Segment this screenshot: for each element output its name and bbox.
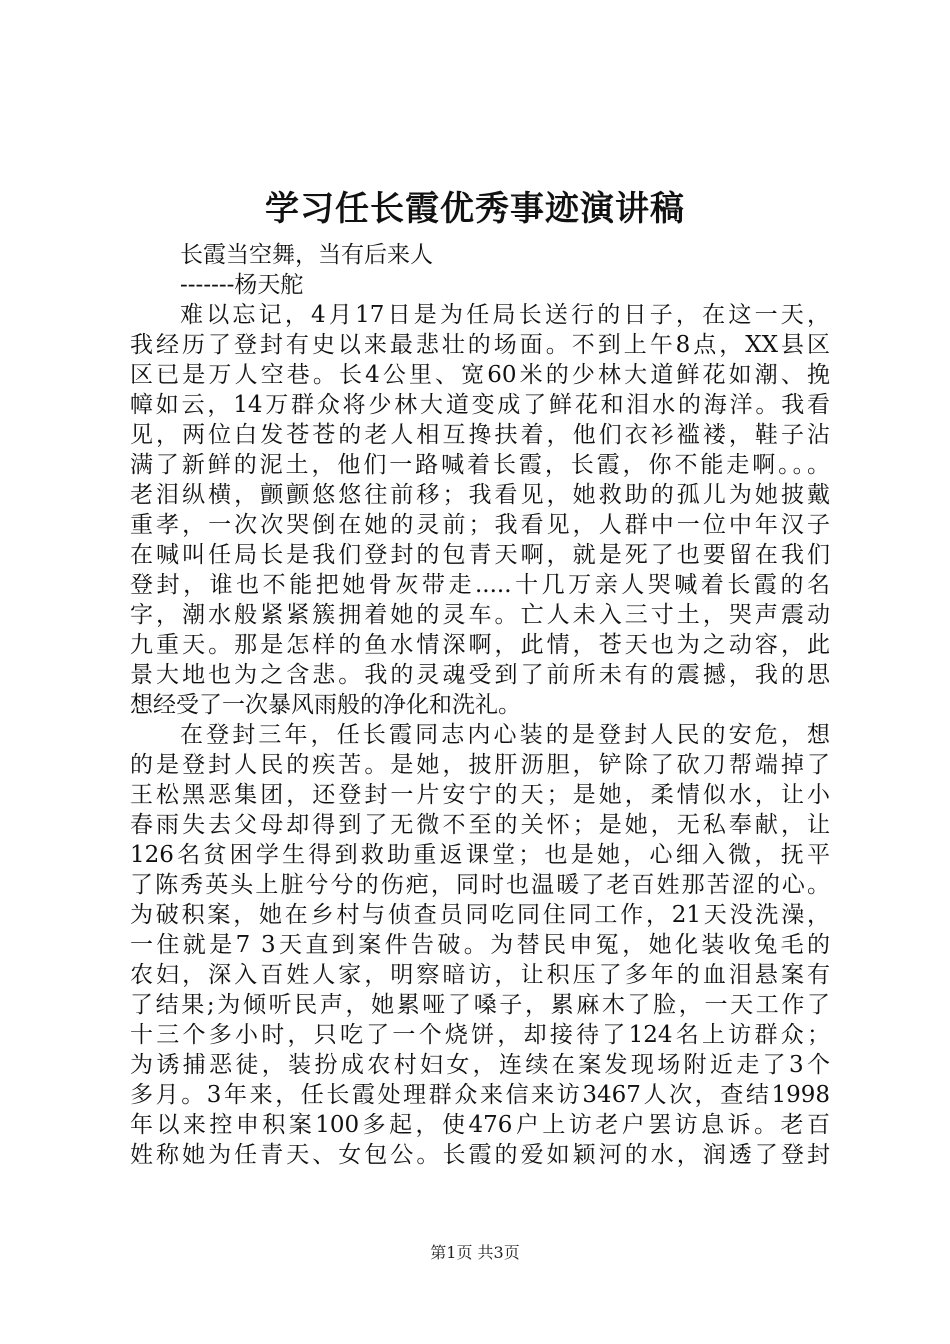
text-line: 想经受了一次暴风雨般的净化和洗礼。 — [130, 692, 521, 718]
text-line: 王松黑恶集团，还登封一片安宁的天；是她，柔情似水，让小 — [130, 782, 830, 808]
text-line: 满了新鲜的泥土，他们一路喊着长霞，长霞，你不能走啊。。。 — [130, 452, 830, 478]
text-line: 年以来控申积案100多起，使476户上访老户罢访息诉。老百 — [130, 1112, 830, 1138]
text-line: -------杨天舵 — [180, 272, 304, 298]
text-line: 十三个多小时，只吃了一个烧饼，却接待了124名上访群众； — [130, 1022, 830, 1048]
text-line: 登封，谁也不能把她骨灰带走.....十几万亲人哭喊着长霞的名 — [130, 572, 830, 598]
text-line: 九重天。那是怎样的鱼水情深啊，此情，苍天也为之动容，此 — [130, 632, 830, 658]
document-body — [130, 240, 830, 1170]
text-line: 长霞当空舞，当有后来人 — [180, 242, 433, 268]
text-line: 难以忘记，4月17日是为任局长送行的日子，在这一天， — [180, 302, 830, 328]
text-line: 了结果;为倾听民声，她累哑了嗓子，累麻木了脸，一天工作了 — [130, 992, 830, 1018]
text-line: 见，两位白发苍苍的老人相互搀扶着，他们衣衫褴褛，鞋子沾 — [130, 422, 830, 448]
text-line: 在登封三年，任长霞同志内心装的是登封人民的安危，想 — [180, 722, 830, 748]
text-line: 姓称她为任青天、女包公。长霞的爱如颖河的水，润透了登封 — [130, 1142, 830, 1168]
text-line: 的是登封人民的疾苦。是她，披肝沥胆，铲除了砍刀帮端掉了 — [130, 752, 830, 778]
text-line: 幛如云，14万群众将少林大道变成了鲜花和泪水的海洋。我看 — [130, 392, 830, 418]
text-line: 我经历了登封有史以来最悲壮的场面。不到上午8点，XX县区 — [130, 332, 830, 358]
text-line: 春雨失去父母却得到了无微不至的关怀；是她，无私奉献，让 — [130, 812, 830, 838]
text-line: 多月。3年来，任长霞处理群众来信来访3467人次，查结1998 — [130, 1082, 830, 1108]
page-title: 学习任长霞优秀事迹演讲稿 — [265, 189, 685, 229]
text-line: 字，潮水般紧紧簇拥着她的灵车。亡人未入三寸土，哭声震动 — [130, 602, 830, 628]
text-line: 了陈秀英头上脏兮兮的伤疤，同时也温暖了老百姓那苦涩的心。 — [130, 872, 830, 898]
text-line: 重孝，一次次哭倒在她的灵前；我看见，人群中一位中年汉子 — [130, 512, 830, 538]
text-line: 在喊叫任局长是我们登封的包青天啊，就是死了也要留在我们 — [130, 542, 830, 568]
text-line: 区已是万人空巷。长4公里、宽60米的少林大道鲜花如潮、挽 — [130, 362, 830, 388]
text-line: 一住就是7 3天直到案件告破。为替民申冤，她化装收兔毛的 — [130, 932, 830, 958]
text-line: 为诱捕恶徒，装扮成农村妇女，连续在案发现场附近走了3个 — [130, 1052, 830, 1078]
text-line: 126名贫困学生得到救助重返课堂；也是她，心细入微，抚平 — [130, 842, 830, 868]
text-line: 为破积案，她在乡村与侦查员同吃同住同工作，21天没洗澡， — [130, 902, 830, 928]
text-line: 老泪纵横，颤颤悠悠往前移；我看见，她救助的孤儿为她披戴 — [130, 482, 830, 508]
text-line: 农妇，深入百姓人家，明察暗访，让积压了多年的血泪悬案有 — [130, 962, 830, 988]
text-line: 景大地也为之含悲。我的灵魂受到了前所未有的震撼，我的思 — [130, 662, 830, 688]
page-footer: 第1页 共3页 — [430, 1243, 520, 1262]
